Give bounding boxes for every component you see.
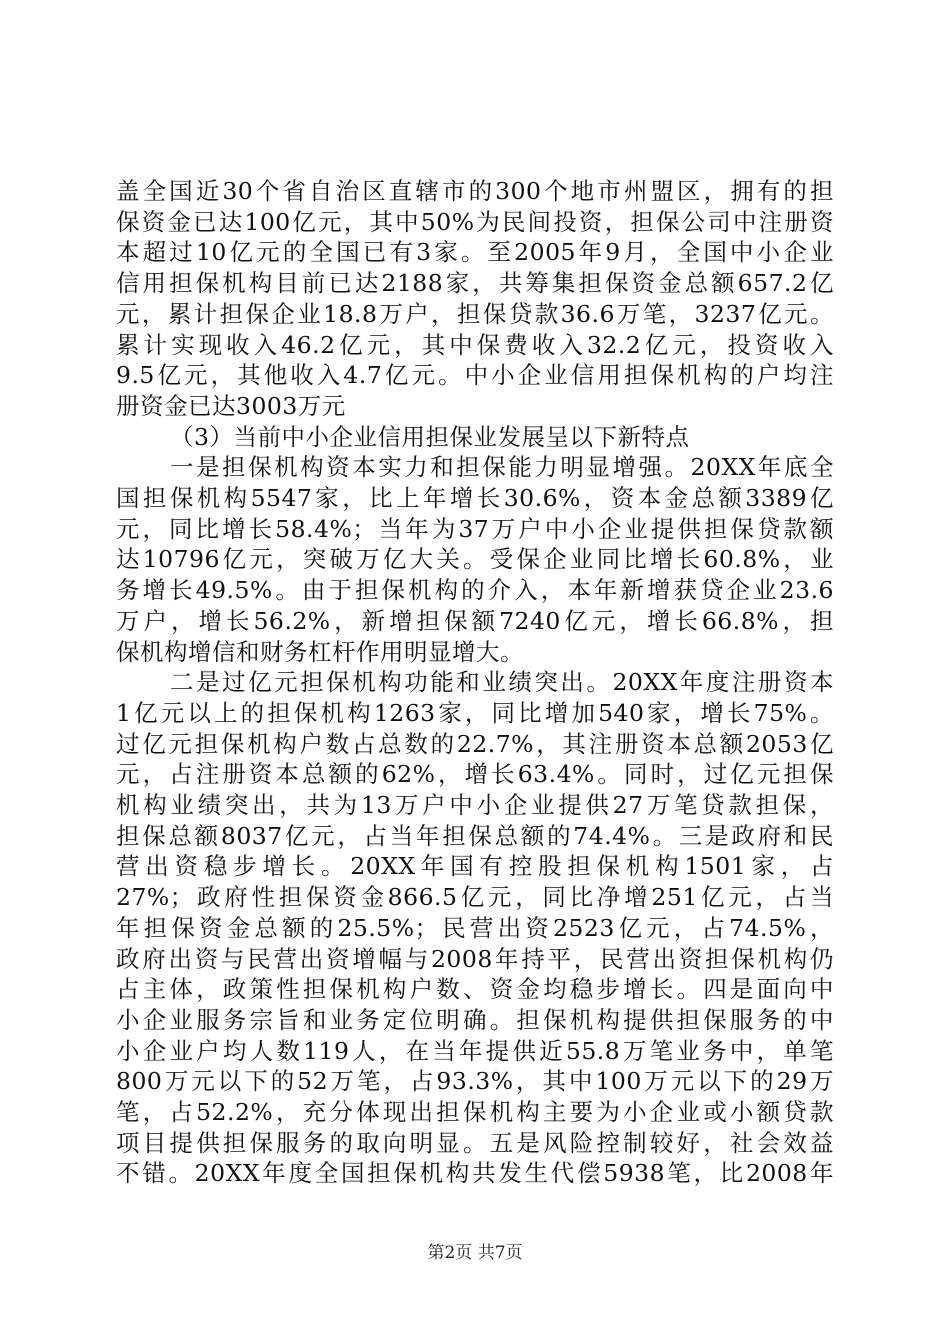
text-line: 1亿元以上的担保机构1263家，同比增加540家，增长75%。 <box>116 698 834 727</box>
text-line: 累计实现收入46.2亿元，其中保费收入32.2亿元，投资收入 <box>116 330 834 359</box>
text-line: 占主体，政策性担保机构户数、资金均稳步增长。四是面向中 <box>116 975 834 1004</box>
text-line: 本超过10亿元的全国已有3家。至2005年9月，全国中小企业 <box>116 238 834 267</box>
text-line: 册资金已达3003万元 <box>116 391 346 420</box>
text-line: 项目提供担保服务的取向明显。五是风险控制较好，社会效益 <box>116 1128 834 1157</box>
text-line: 9.5亿元，其他收入4.7亿元。中小企业信用担保机构的户均注 <box>116 361 834 390</box>
text-line: 元，同比增长58.4%；当年为37万户中小企业提供担保贷款额 <box>116 514 834 543</box>
paragraph-first-line: 一是担保机构资本实力和担保能力明显增强。20XX年底全 <box>170 453 834 482</box>
text-line: 保资金已达100亿元，其中50%为民间投资，担保公司中注册资 <box>116 207 834 236</box>
text-line: 元，占注册资本总额的62%，增长63.4%。同时，过亿元担保 <box>116 760 834 789</box>
text-line: 机构业绩突出，共为13万户中小企业提供27万笔贷款担保， <box>116 791 834 819</box>
text-line: 信用担保机构目前已达2188家，共筹集担保资金总额657.2亿 <box>116 269 834 298</box>
text-line: 达10796亿元，突破万亿大关。受保企业同比增长60.8%，业 <box>116 545 834 574</box>
text-line: 担保总额8037亿元，占当年担保总额的74.4%。三是政府和民 <box>116 821 834 850</box>
text-line: 国担保机构5547家，比上年增长30.6%，资本金总额3389亿 <box>116 484 834 512</box>
text-line: 政府出资与民营出资增幅与2008年持平，民营出资担保机构仍 <box>116 944 834 973</box>
text-line: 元，累计担保企业18.8万户，担保贷款36.6万笔，3237亿元。 <box>116 299 834 328</box>
text-line: 万户，增长56.2%，新增担保额7240亿元，增长66.8%，担 <box>116 606 834 635</box>
text-line: 盖全国近30个省自治区直辖市的300个地市州盟区，拥有的担 <box>116 177 834 205</box>
text-line: 过亿元担保机构户数占总数的22.7%，其注册资本总额2053亿 <box>116 729 834 758</box>
text-line: 笔，占52.2%，充分体现出担保机构主要为小企业或小额贷款 <box>116 1098 834 1126</box>
text-line: 年担保资金总额的25.5%；民营出资2523亿元，占74.5%， <box>116 913 834 942</box>
text-line: 27%；政府性担保资金866.5亿元，同比净增251亿元，占当 <box>116 883 834 912</box>
paragraph-first-line: 二是过亿元担保机构功能和业绩突出。20XX年度注册资本 <box>170 668 834 697</box>
text-line: 保机构增信和财务杠杆作用明显增大。 <box>116 637 524 666</box>
text-line: 小企业服务宗旨和业务定位明确。担保机构提供担保服务的中 <box>116 1005 834 1034</box>
page-footer: 第2页 共7页 <box>427 1243 523 1263</box>
text-line: 营出资稳步增长。20XX年国有控股担保机构1501家，占 <box>116 852 834 881</box>
text-line: 800万元以下的52万笔，占93.3%，其中100万元以下的29万 <box>116 1067 834 1096</box>
text-line: 不错。20XX年度全国担保机构共发生代偿5938笔，比2008年 <box>116 1159 834 1188</box>
section-heading: （3）当前中小企业信用担保业发展呈以下新特点 <box>170 422 690 451</box>
text-line: 务增长49.5%。由于担保机构的介入，本年新增获贷企业23.6 <box>116 576 834 605</box>
text-line: 小企业户均人数119人，在当年提供近55.8万笔业务中，单笔 <box>116 1036 834 1065</box>
